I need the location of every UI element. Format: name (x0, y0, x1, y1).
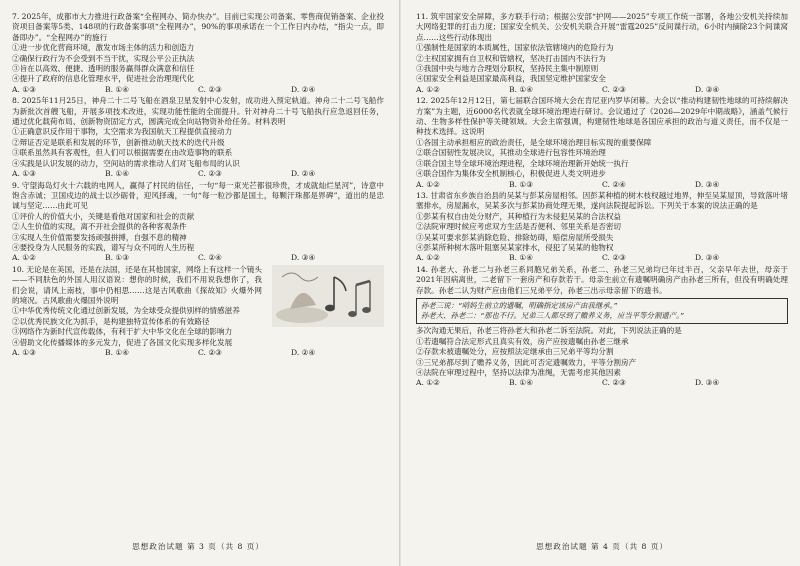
option-c: C. ②③ (602, 84, 626, 94)
dialogue-line: 孙老大、孙老二：“那也不行。兄弟三人都尽到了赡养义务，应当平等分割遗产。” (421, 311, 684, 321)
option-b: B. ①④ (105, 169, 130, 179)
option-a: A. ①② (416, 253, 440, 263)
option-a: A. ①③ (12, 169, 36, 179)
statement-1: ①进一步优化营商环境，激发市场主体的活力和创造力 (12, 43, 195, 53)
question-13 (416, 191, 788, 264)
option-d: D. ③④ (291, 253, 316, 263)
dialogue-box (416, 298, 788, 324)
option-b: B. ①④ (509, 253, 534, 263)
option-c: C. ②④ (198, 253, 222, 263)
statement-3: ③联合国主导全球环境治理进程，全球环境治理新开始统一执行 (416, 158, 629, 168)
option-d: D. ②④ (291, 169, 316, 179)
statement-4: ④实践是认识发展的动力，空间站的需求推动人们对飞船布局的认识 (12, 158, 240, 168)
question-stem: 10. 无论是在美国，还是在法国，还是在其他国家，网络上有这样一个镜头——不同肤色的外国人用汉语说：想你的时候，我们不用说我想你了，我们会说，请风上南枝，事中仍相思……这是古风歌曲《探故知》火爆外网的境况。古风歌曲火爆国外说明 (12, 264, 262, 305)
statement-4: ④法院在审理过程中，坚持以法律为准绳，无需考虑其他因素 (416, 368, 622, 377)
music-illustration (272, 265, 384, 327)
option-b: B. ①③ (509, 179, 534, 189)
option-d: D. ②④ (291, 348, 316, 357)
statement-1: ①强制性是国家的本质属性，国家依法管辖境内的危险行为 (416, 43, 614, 53)
option-d: D. ③④ (695, 179, 720, 189)
exam-page-left (12, 12, 384, 552)
answer-options (416, 378, 788, 388)
page-footer: 思想政治试题 第 4 页（共 8 页） (536, 542, 668, 551)
statement-3: ③网络作为新时代宣传载体，有利于扩大中华文化在全球的影响力 (12, 327, 233, 337)
question-stem: 13. 甘肃省东乡族自治县的吴某与彭某房屋相邻。因彭某种植的树木枝杈越过地界，伸至吴某屋顶，导致落叶堵塞排水，房屋漏水，吴某多次与彭某协商处理无果，遂向法院提起诉讼。下列关于本案的说法正确的是 (416, 190, 788, 211)
option-a: A. ①③ (12, 348, 36, 357)
question-7 (12, 12, 384, 95)
option-b: B. ①④ (509, 84, 534, 94)
statement-2: ②以优秀民族文化为抓手，是构建独特宣传体系的有效路径 (12, 316, 210, 326)
option-b: B. ①④ (509, 378, 534, 388)
answer-options (12, 253, 384, 263)
question-10 (12, 265, 384, 359)
option-d: D. ③④ (695, 253, 720, 263)
option-b: B. ①③ (105, 253, 130, 263)
statement-1: ①正确意识反作用于事物，太空需求为我国航天工程提供直接动力 (12, 127, 233, 137)
question-stem: 12. 2025年12月12日，第七届联合国环境大会在肯尼亚内罗毕闭幕。大会以“推动构建韧性地球的可持续解决方案”为主题，近6000名代表就全球环境治理进行研讨。会议通过了《2026—2029年中期战略》，涵盖气候行动、生物多样性保护等关键领域。大会主席强调，构建韧性地球是各国应承担的政治与道义责任，而不仅是一种技术选择。这说明 (416, 96, 788, 137)
statement-2: ②主权国家拥有自卫权和管辖权，坚决打击国内不法行为 (416, 53, 606, 63)
answer-options (416, 180, 788, 190)
question-stem: 11. 筑牢国家安全屏障，多方联手行动；根据公安部“护网——2025”专项工作统一部署，各地公安机关持续加大网络犯罪的打击力度；国家安全机关、公安机关联合开展“雷霆2025”反间谍行动，6小时内摘除23个间谍窝点……这些行动体现出 (416, 12, 788, 42)
option-c: C. ②③ (602, 378, 626, 388)
option-a: A. ①② (416, 84, 440, 94)
question-stem: 8. 2025年11月25日，神舟二十二号飞船在酒泉卫星发射中心发射，成功进入预定轨道。神舟二十二号飞船作为新批次首艘飞船，开展多项技术改进，实现功能性能的全面提升。针对神舟二十号飞船执行应急返回任务，通过优化载荷布局、创新物资固定方式，圆满完成全向站物资补给任务。材料表明 (12, 96, 384, 127)
dialogue-line: 孙老三说：“哨妈生前立的遗嘱，明确指定该房产由我继承。” (421, 300, 618, 310)
statement-2: ②法院审理时候应考虑双方生活是否便利、邻里关系是否密切 (416, 222, 622, 232)
statement-4: ④彭某所种树木落叶阻塞吴某家排水，侵犯了吴某的他物权 (416, 242, 614, 252)
answer-options (12, 169, 384, 179)
statement-3: ③联系虽然具有客观性，但人们可以根据需要在由改造事物的联系 (12, 148, 233, 158)
answer-options (416, 85, 788, 95)
question-12 (416, 96, 788, 190)
option-c: C. ②③ (198, 169, 222, 179)
statement-2: ②人生价值的实现，离不开社会提供的各种客观条件 (12, 222, 187, 232)
answer-options (12, 348, 384, 358)
question-stem-continued: 多次沟通无果后，孙老三将孙老大和孙老二诉至法院。对此，下列说法正确的是 (416, 326, 682, 336)
page-footer: 思想政治试题 第 3 页（共 8 页） (132, 542, 264, 551)
statement-1: ①各国主动承担相应的政治责任，是全球环境治理目标实现的重要保障 (416, 137, 652, 147)
option-a: A. ①② (416, 179, 440, 189)
question-stem: 9. 守望海岛灯火十六载的电网人，赢得了村民的信任，一句“每一束光芒都很珍贵，才成就灿烂星河”，诗意中饱含赤诚；卫国戍边的战士以沙砺骨，迎风择魂，一句“每一粒沙都是国土，每颗汗珠都是界碑”，道出的是忠诚与坚定……由此可见 (12, 180, 384, 211)
statement-1: ①中华优秀传统文化通过创新发展，为全球受众提供别样的情感滋养 (12, 306, 240, 316)
statement-2: ②联合国韧性发展决议，其推动全球进行包容性环境治理 (416, 148, 606, 158)
option-c: C. ②③ (198, 348, 222, 357)
option-a: A. ①② (416, 378, 440, 388)
option-a: A. ①③ (12, 84, 36, 94)
option-c: C. ②③ (602, 253, 626, 263)
statement-3: ③三兄弟都尽到了赡养义务，因此可否定遗嘱效力，平等分割房产 (416, 357, 637, 367)
answer-options (416, 253, 788, 263)
question-14 (416, 265, 788, 389)
statement-3: ③吴某可要求彭某消除危险、排除妨碍，赔偿房屋所受损失 (416, 232, 614, 242)
statement-4: ④国家安全利益是国家最高利益，我国坚定维护国家安全 (416, 74, 606, 84)
statement-4: ④联合国作为集体安全机制核心，积极促进人类文明进步 (416, 169, 606, 179)
option-d: D. ②④ (291, 84, 316, 94)
statement-2: ②存款未被遗嘱处分，应按照法定继承由三兄弟平等均分割 (416, 347, 614, 357)
option-b: B. ①④ (105, 84, 130, 94)
question-11 (416, 12, 788, 95)
statement-4: ④借助文化传播媒体的多元发力，促进了各国文化实现多样化发展 (12, 337, 233, 347)
question-9 (12, 181, 384, 264)
statement-4: ④提升了政府的信息化管理水平，促进社会治理现代化 (12, 74, 195, 84)
statement-3: ③旨在以高效、便捷、透明的服务赢得群众满意和信任 (12, 64, 195, 74)
question-stem: 14. 孙老大、孙老二与孙老三系同胞兄弟关系，孙老二、孙老三兄弟均已年过半百，父亲早年去世，母亲于2021年因病离世，二老留下一套房产和存款若干。母亲生前立有遗嘱明确房产由孙老三所有，但没有明确处理存款。孙老二认为财产应由他们三兄弟平分，孙老三出示母亲留下的遗书。 (416, 264, 788, 295)
question-8 (12, 96, 384, 179)
statement-2: ②确保行政行为不会受到不当干扰，实现公平公正执法 (12, 53, 195, 63)
question-stem: 7. 2025年，成都市大力推进行政备案“全程网办、简办快办”。目前已实现公司备案、零售商促销备案、企业投资项目备案等5类、148项的行政备案事项“全程网办”，90%的事项承诺在一个工作日内办结，“指尖一点，即备即办”。“全程网办”的施行 (12, 12, 384, 42)
statement-3: ③我国中央与地方合理划分职权，坚持民主集中制原则 (416, 64, 599, 74)
statement-1: ①若遗嘱符合法定形式且真实有效，房产应按遗嘱由孙老三继承 (416, 336, 629, 346)
statement-4: ④要投身为人民服务的实践，谱写与众不同的人生历程 (12, 242, 195, 252)
option-d: D. ③④ (695, 84, 720, 94)
option-b: B. ①④ (105, 348, 130, 357)
page-fold (399, 0, 401, 566)
option-c: C. ②④ (602, 179, 626, 189)
option-d: D. ③④ (695, 378, 720, 388)
statement-1: ①评价人的价值大小，关键是看他对国家和社会的贡献 (12, 211, 195, 221)
statement-1: ①彭某有权自由处分财产，其种植行为未侵犯吴某的合法权益 (416, 211, 622, 221)
exam-page-right (416, 12, 788, 552)
answer-options (12, 85, 384, 95)
statement-2: ②辩证否定是联系和发展的环节，创新推动航天技术的迭代升级 (12, 137, 225, 147)
option-a: A. ①② (12, 253, 36, 263)
option-c: C. ②③ (198, 84, 222, 94)
statement-3: ③实现人生价值需要发扬顽强拼搏，自强不息的精神 (12, 232, 187, 242)
